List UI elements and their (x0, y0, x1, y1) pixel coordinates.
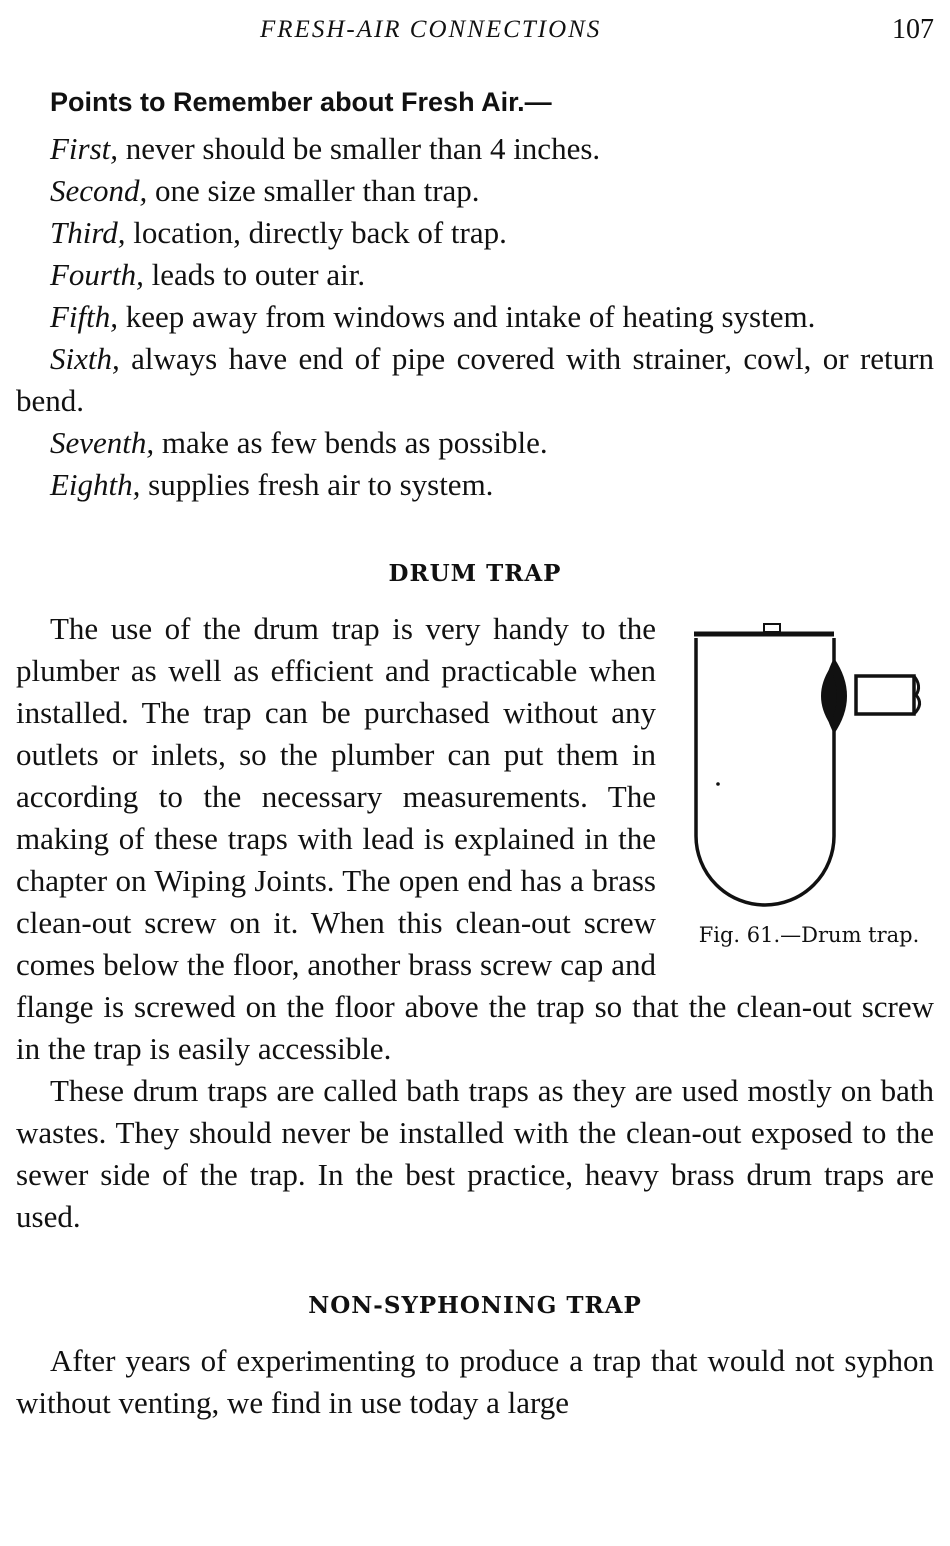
point-text: keep away from windows and intake of heating system. (118, 299, 816, 334)
point-text: supplies fresh air to system. (140, 467, 494, 502)
page-body (16, 78, 934, 1424)
drum-trap-figure (674, 616, 944, 948)
fresh-air-heading: Points to Remember about Fresh Air.— (50, 87, 552, 117)
point-second (16, 170, 934, 212)
point-lead: Third, (50, 215, 126, 250)
point-text: leads to outer air. (143, 257, 366, 292)
point-lead: Fourth, (50, 257, 144, 292)
point-text: make as few bends as possible. (154, 425, 548, 460)
point-lead: Seventh, (50, 425, 155, 460)
drum-trap-illustration (684, 616, 934, 916)
page-number: 107 (892, 14, 934, 45)
point-lead: First, (50, 131, 119, 166)
point-third (16, 212, 934, 254)
non-syphoning-heading: NON-SYPHONING TRAP (308, 1292, 642, 1319)
point-text: one size smaller than trap. (147, 173, 480, 208)
point-fifth (16, 296, 934, 338)
point-lead: Sixth, (50, 341, 120, 376)
point-lead: Second, (50, 173, 148, 208)
point-eighth (16, 464, 934, 506)
point-text: always have end of pipe covered with strainer, cowl, or return bend. (16, 341, 934, 418)
point-fourth (16, 254, 934, 296)
figure-caption: Fig. 61.—Drum trap. (698, 923, 920, 947)
drum-trap-paragraph-1: The use of the drum trap is very handy to the plumber as well as efficient and practicable when installed. The trap can be purchased without any outlets or inlets, so the plumber can put them in according to the necessary measurements. The making of these traps with lead is explained in the chapter on Wiping Joints. The open end has a brass clean-out screw on it. When this clean-out screw comes below the floor, another brass screw cap and flange is screwed on the floor above the trap so that the clean-out screw in the trap is easily accessible. (16, 611, 934, 1066)
point-sixth (16, 338, 934, 422)
page-header (0, 10, 950, 50)
drum-trap-heading: DRUM TRAP (388, 560, 562, 587)
running-head: FRESH-AIR CONNECTIONS (260, 16, 602, 43)
non-syphoning-paragraph-1: After years of experimenting to produce a trap that would not syphon without venting, we find in use today a large (16, 1343, 934, 1420)
point-text: location, directly back of trap. (125, 215, 507, 250)
point-lead: Eighth, (50, 467, 141, 502)
point-first (16, 128, 934, 170)
point-seventh (16, 422, 934, 464)
drum-trap-paragraph-2: These drum traps are called bath traps as they are used mostly on bath wastes. They should never be installed with the clean-out exposed to the sewer side of the trap. In the best practice, heavy brass drum traps are used. (16, 1073, 934, 1234)
point-lead: Fifth, (50, 299, 119, 334)
point-text: never should be smaller than 4 inches. (118, 131, 601, 166)
